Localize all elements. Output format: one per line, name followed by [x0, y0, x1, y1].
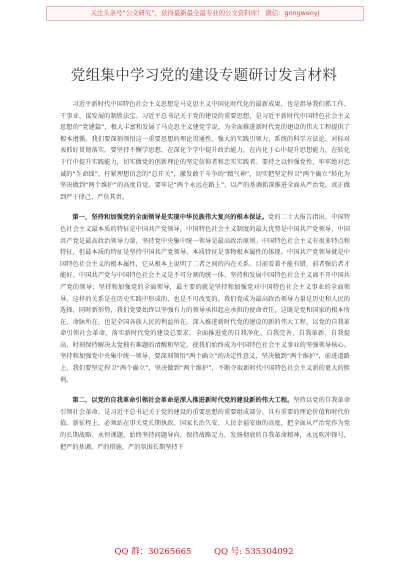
- document-body: [60, 99, 350, 453]
- paragraph-text: 习近平新时代中国特色社会主义思想是马克思主义中国化时代化的最新成果，也是指导我们抓工作、干事业、谋发展的制胜法宝。习近平总书记关于党的建设的重要思想，是习近平新时代中国特色社会主义思想的“党建篇”，极大丰富和发展了马克思主义建党学说，为全面推进新时代党的建设的伟大工程提供了根本遵循。我们要深刻领悟这一重要思想的理论贯通性、强大的实践引领力、系统的科学方法论，对标对表抓好贯彻落实。要坚持不懈学思想，在深化个学中提升政治能力，在内化于心中提升思想能力，在转化于行中提升实践能力，切实做党的创新理论的坚定信仰者和忠实实践者。要持之以恒强党性，牢牢绝对忠诚的“生命线”，拧紧理想信念的“总开关”，激发敢干斗争的“精气神”，切实把坚定捍卫“两个确立”转化为坚决做到“两个维护”的高度自觉。要牢记“两个永远在路上”，以严的基调抓深推进全面从严治党，真正做到严于律己、严负其责。: [60, 101, 350, 201]
- promo-banner: 关注头条号“公文研究”，获得最新最全最专业的公文资料库！ 微信：gongwenyj: [46, 6, 364, 21]
- paragraph-intro: [60, 99, 350, 203]
- document-title: 党组集中学习党的建设专题研讨发言材料: [70, 68, 338, 84]
- paragraph-section-1: [60, 212, 350, 386]
- qq-group-number: QQ 群：30265665: [114, 547, 192, 557]
- contact-footer: [0, 545, 408, 557]
- section-heading: 第二，以党的自我革命引领社会革命是深入推进新时代党的建设新的伟大工程。: [72, 397, 294, 405]
- section-heading: 第一，坚持和加强党的全面领导是实现中华民族伟大复兴的根本保证。: [72, 214, 269, 222]
- paragraph-text: 坚持以党的自我革命引领社会革命，是习近平总书记关于党的建设的重要思想的重要组成部分，具有重要的理论价值和时代价值。新征程上，必须站在事关党长期执政、国家长治久安、人民幸福安康的高度，把全面从严治党作为党的长期战略、永恒课题，始终坚持问题导向，保持战略定力，发扬彻底的自我革命精神，永远吹冲锋号，把严的基调、严的措施、严的氛围长期坚持下: [60, 397, 351, 451]
- paragraph-section-2: [60, 395, 350, 453]
- paragraph-text: 党的二十大报告指出，中国特色社会主义最本质的特征是中国共产党领导，中国特色社会主义制度的最大优势是中国共产党领导，中国共产党是最高政治领导力量，坚持党中央集中统一领导是最高政治原则。中国特色社会主义有很多特点和特征，但最本质的特征是坚持中国共产党领导。本质特征是事物根本属性的体现。中国共产党领导就是中国特色社会主义的根本属性，它从根本上说明了二者之间的内在关系。目前看着不能有错，前者强后者才能好。中国共产党与中国特色社会主义是不可分割的统一体，坚持和发展中国特色社会主义离不开中国共产党的领导；坚持和加强党的全面领导，最主要的就是坚持和加强党对中国特色社会主义事业的全面领导。这样的关系是在历史实践中形成的，也是不可改变的。我们党成为最高政治领导力量是历史和人民的选择，同时新形势，我们党要始终以坚强有力的领导承担起应承担的使命责任，这既是党和国家的根本所在、命脉所在，也是全国各族人民的利益所在。深入推进新时代党的建设的新的伟大工程，以党的自我革命引领社会革命，落实新时代党的建设总要求，全面推进党的自我净化、自我完善、自我革新、自我提高，时刻保持解决大党独有难题的清醒和坚定，使我们始终成为中国特色社会主义事业的坚强领导核心。坚持和加强党中央集中统一领导，要深刻领悟“两个确立”的决定性意义，坚决做到“两个维护”，前进道路上，我们要坚定捍卫“两个确立”，坚决做到“两个维护”，不断夺取新时代中国特色社会主义新的更大的胜利。: [60, 214, 351, 384]
- qq-account-number: QQ 号: 535304092: [214, 547, 294, 557]
